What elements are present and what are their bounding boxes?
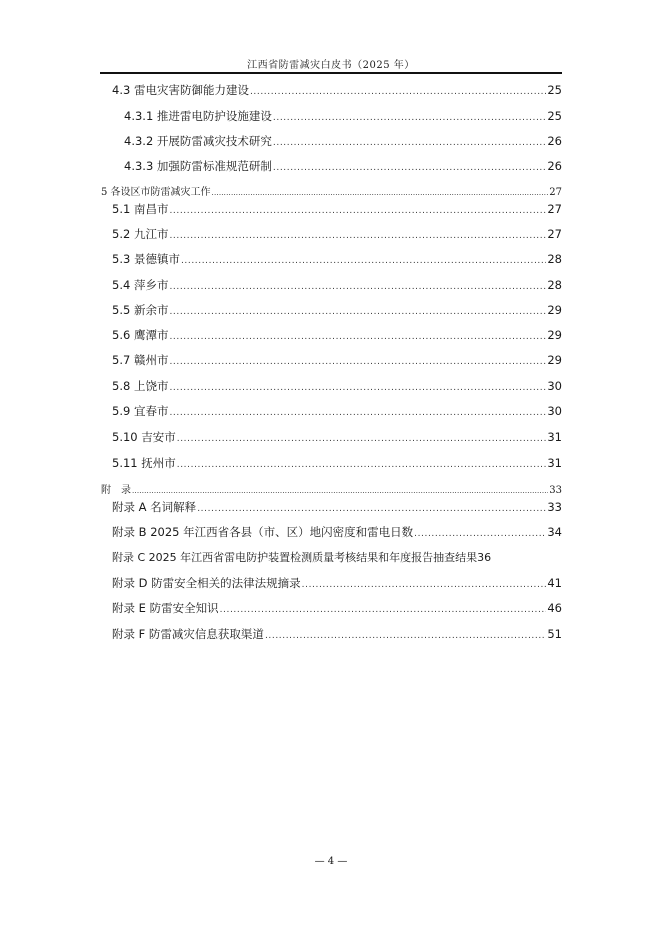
toc-entry-5-2[interactable] xyxy=(112,226,562,242)
toc-entry-appendix-b[interactable] xyxy=(112,524,562,540)
toc-page-number: 28 xyxy=(547,252,562,266)
toc-page-number: 27 xyxy=(549,187,562,198)
toc-entry-label: 5.1 南昌市 xyxy=(112,202,169,216)
toc-entry-label: 5.4 萍乡市 xyxy=(112,278,169,292)
toc-entry-5-10[interactable] xyxy=(112,429,562,445)
toc-entry-label: 5.9 宜春市 xyxy=(112,404,169,418)
running-header: 江西省防雷减灾白皮书（2025 年） xyxy=(247,60,415,71)
toc-dot-leader xyxy=(169,282,546,292)
toc-entry-label: 附录 E 防雷安全知识 xyxy=(112,601,219,615)
toc-entry-label: 5.8 上饶市 xyxy=(112,379,169,393)
toc-entry-label: 5.5 新余市 xyxy=(112,303,169,317)
toc-page-number: 30 xyxy=(547,379,562,393)
toc-dot-leader xyxy=(169,408,546,418)
toc-entry-appendix-f[interactable] xyxy=(112,626,562,642)
toc-dot-leader xyxy=(197,504,546,514)
toc-dot-leader xyxy=(273,138,546,148)
toc-entry-label: 4.3.1 推进雷电防护设施建设 xyxy=(124,109,272,123)
toc-entry-4-3-1[interactable] xyxy=(124,108,562,124)
toc-page-number: 33 xyxy=(549,485,562,496)
toc-page-number: 30 xyxy=(547,404,562,418)
toc-entry-label: 附 录 xyxy=(101,485,131,496)
toc-entry-chapter-5[interactable] xyxy=(101,183,562,198)
toc-page-number: 29 xyxy=(547,303,562,317)
toc-entry-appendix[interactable] xyxy=(101,481,562,496)
toc-entry-label: 5.7 赣州市 xyxy=(112,353,169,367)
toc-entry-label: 附录 F 防雷减灾信息获取渠道 xyxy=(112,627,264,641)
toc-entry-label: 5.11 抚州市 xyxy=(112,456,176,470)
toc-entry-4-3[interactable] xyxy=(112,82,562,98)
toc-page-number: 36 xyxy=(477,551,492,564)
toc-page-number: 31 xyxy=(547,430,562,444)
toc-page-number: 27 xyxy=(547,202,562,216)
toc-page-number: 26 xyxy=(547,134,562,148)
toc-entry-5-7[interactable] xyxy=(112,352,562,368)
toc-page-number: 27 xyxy=(547,227,562,241)
toc-entry-label: 附录 D 防雷安全相关的法律法规摘录 xyxy=(112,576,301,590)
toc-dot-leader xyxy=(169,357,546,367)
toc-page-number: 25 xyxy=(547,109,562,123)
toc-entry-appendix-d[interactable] xyxy=(112,575,562,591)
toc-page-number: 33 xyxy=(547,500,562,514)
toc-dot-leader xyxy=(273,113,546,123)
toc-entry-label: 5.6 鹰潭市 xyxy=(112,328,169,342)
toc-dot-leader xyxy=(181,256,546,266)
toc-entry-label: 5 各设区市防雷减灾工作 xyxy=(101,187,211,198)
toc-dot-leader xyxy=(169,231,546,241)
toc-page-number: 51 xyxy=(547,627,562,641)
toc-dot-leader xyxy=(414,529,546,539)
toc-page-number: 34 xyxy=(547,525,562,539)
toc-dot-leader xyxy=(250,87,546,97)
toc-page-number: 41 xyxy=(547,576,562,590)
toc-entry-appendix-c[interactable] xyxy=(112,549,566,565)
toc-entry-5-3[interactable] xyxy=(112,251,562,267)
toc-entry-5-8[interactable] xyxy=(112,378,562,394)
toc-entry-5-6[interactable] xyxy=(112,327,562,343)
toc-dot-leader xyxy=(169,307,546,317)
toc-entry-appendix-e[interactable] xyxy=(112,600,562,616)
toc-dot-leader xyxy=(265,631,546,641)
toc-entry-appendix-a[interactable] xyxy=(112,499,562,515)
toc-entry-label: 5.2 九江市 xyxy=(112,227,169,241)
toc-dot-leader xyxy=(169,383,546,393)
toc-page-number: 31 xyxy=(547,456,562,470)
toc-entry-label: 附录 C 2025 年江西省雷电防护装置检测质量考核结果和年度报告抽查结果 xyxy=(112,551,478,564)
toc-dot-leader xyxy=(212,189,549,197)
toc-entry-5-9[interactable] xyxy=(112,403,562,419)
toc-page-number: 46 xyxy=(547,601,562,615)
toc-dot-leader xyxy=(177,460,547,470)
toc-entry-5-4[interactable] xyxy=(112,277,562,293)
toc-entry-label: 4.3.3 加强防雷标准规范研制 xyxy=(124,159,272,173)
toc-entry-label: 4.3 雷电灾害防御能力建设 xyxy=(112,83,249,97)
page-number-footer: — 4 — xyxy=(314,856,348,867)
toc-dot-leader xyxy=(177,434,547,444)
toc-entry-4-3-3[interactable] xyxy=(124,158,562,174)
toc-entry-5-1[interactable] xyxy=(112,201,562,217)
toc-entry-5-5[interactable] xyxy=(112,302,562,318)
toc-dot-leader xyxy=(169,332,546,342)
toc-entry-5-11[interactable] xyxy=(112,455,562,471)
toc-page-number: 28 xyxy=(547,278,562,292)
toc-dot-leader xyxy=(302,580,547,590)
toc-entry-4-3-2[interactable] xyxy=(124,133,562,149)
toc-dot-leader xyxy=(220,605,547,615)
toc-page-number: 25 xyxy=(547,83,562,97)
toc-entry-label: 附录 B 2025 年江西省各县（市、区）地闪密度和雷电日数 xyxy=(112,525,414,539)
toc-dot-leader xyxy=(132,487,548,495)
toc-dot-leader xyxy=(273,163,546,173)
toc-entry-label: 5.3 景德镇市 xyxy=(112,252,180,266)
toc-page-number: 26 xyxy=(547,159,562,173)
toc-entry-label: 5.10 吉安市 xyxy=(112,430,176,444)
toc-page-number: 29 xyxy=(547,353,562,367)
toc-entry-label: 附录 A 名词解释 xyxy=(112,500,197,514)
toc-dot-leader xyxy=(169,206,546,216)
header-rule xyxy=(100,72,562,74)
toc-page-number: 29 xyxy=(547,328,562,342)
toc-entry-label: 4.3.2 开展防雷减灾技术研究 xyxy=(124,134,272,148)
